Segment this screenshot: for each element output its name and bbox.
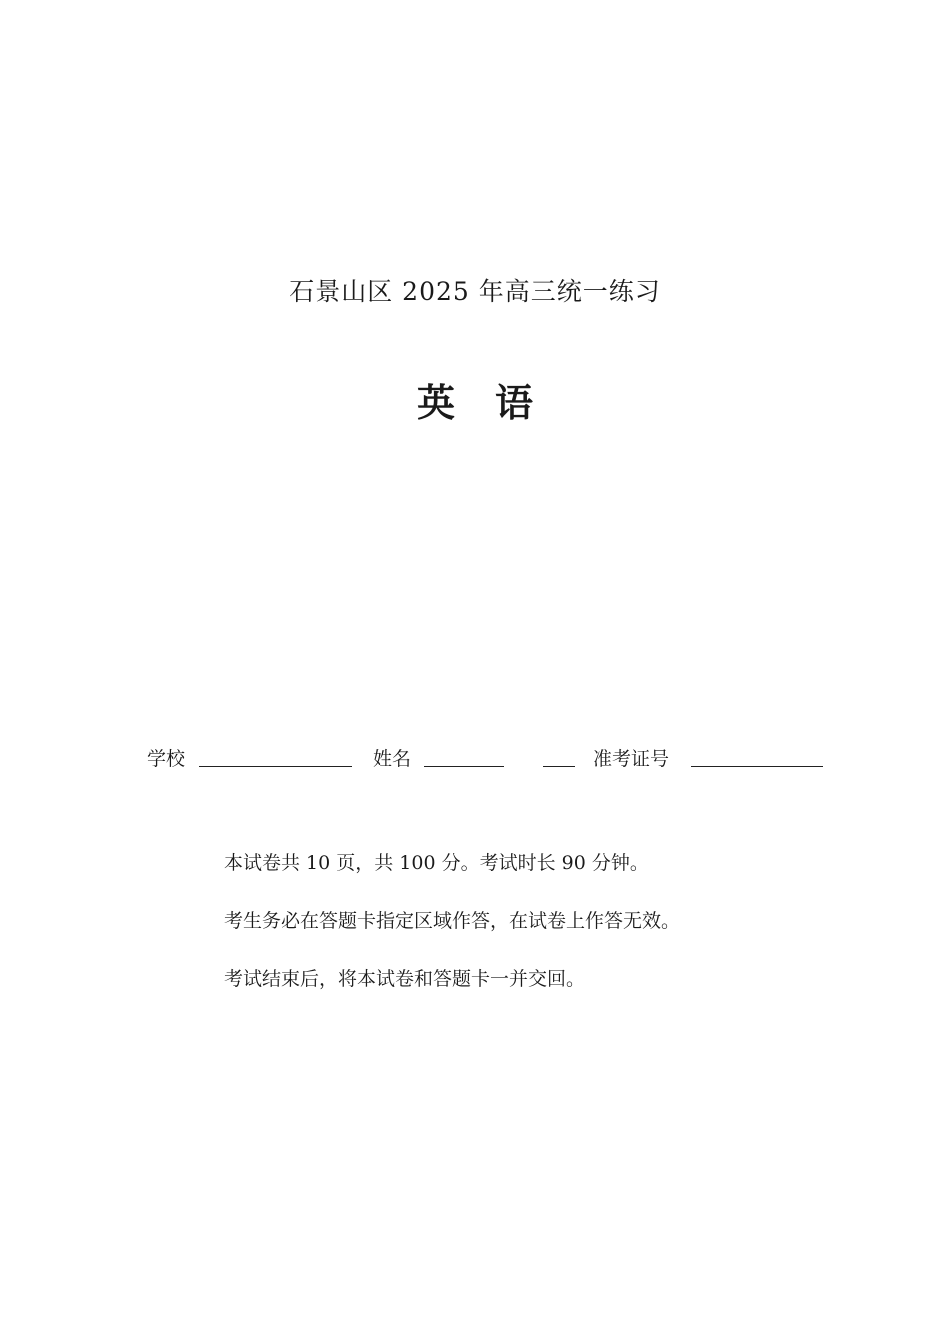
exam-id-blank[interactable] bbox=[691, 766, 823, 767]
note-line: 本试卷共 10 页，共 100 分。考试时长 90 分钟。 bbox=[224, 852, 649, 874]
name-label: 姓名 bbox=[373, 748, 412, 770]
candidate-info-row bbox=[147, 744, 827, 778]
subject-title bbox=[0, 372, 950, 427]
school-label: 学校 bbox=[147, 748, 186, 770]
exam-id-label: 准考证号 bbox=[593, 748, 670, 770]
school-blank[interactable] bbox=[199, 766, 352, 767]
exam-title: 石景山区 2025 年高三统一练习 bbox=[289, 277, 661, 306]
exam-notes bbox=[224, 848, 824, 1022]
note-line: 考生务必在答题卡指定区域作答，在试卷上作答无效。 bbox=[224, 910, 681, 932]
subject-char-1: 英 bbox=[416, 381, 455, 425]
name-blank[interactable] bbox=[424, 766, 504, 767]
note-line: 考试结束后，将本试卷和答题卡一并交回。 bbox=[224, 968, 586, 990]
name-blank-extra bbox=[543, 766, 575, 767]
subject-char-2: 语 bbox=[495, 381, 534, 425]
